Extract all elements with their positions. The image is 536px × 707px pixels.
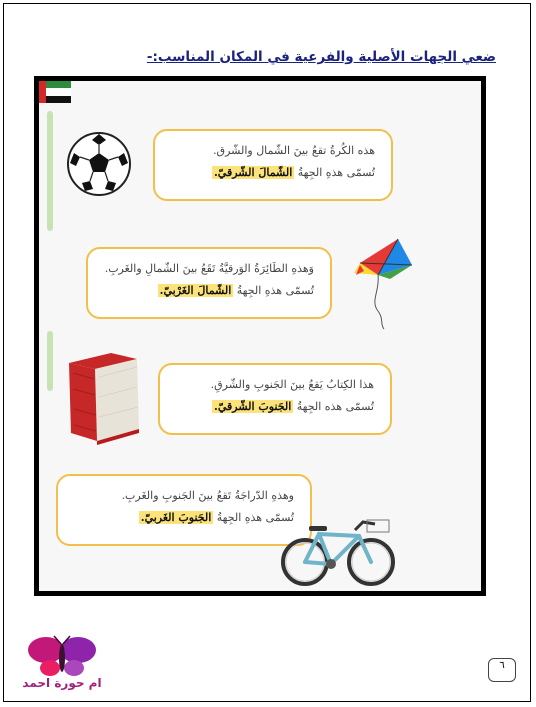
uae-flag-icon <box>39 81 71 103</box>
decorative-strip <box>47 111 53 231</box>
card-answer-line <box>98 280 314 302</box>
butterfly-logo-icon <box>14 634 110 678</box>
direction-card-1 <box>153 129 393 201</box>
card-sentence: وَهذهِ الطَائِرَةُ الوَرقيَّةُ تَقَعُ بينَ الشّمالِ والغَربِ. <box>104 262 314 275</box>
card-sentence: وهذهِ الدّراجَةُ تَقعُ بينَ الجَنوبِ والغَربِ. <box>121 489 294 502</box>
page-title: ضعي الجهات الأصلية والفرعية في المكان المناسب:- <box>146 49 496 65</box>
decorative-strip <box>47 331 53 391</box>
worksheet-panel <box>39 81 481 591</box>
page-number: ٦ <box>488 658 516 682</box>
card-answer: الجَنوبَ الغَربيّ. <box>140 511 212 524</box>
logo-text: ام حورة احمد <box>22 676 102 690</box>
card-answer-line <box>170 396 374 418</box>
book-icon <box>59 349 155 447</box>
card-prefix: تُسمّى هذهِ الجِهةُ <box>236 284 314 297</box>
card-answer-line <box>165 162 375 184</box>
card-prefix: تُسمّى هذه الجِهةُ <box>296 400 374 413</box>
direction-card-4 <box>56 474 312 546</box>
kite-icon <box>350 231 420 331</box>
card-answer-line <box>68 507 294 529</box>
card-sentence: هذا الكِتابُ يَقعُ بينَ الجَنوبِ والشّرقِ. <box>210 378 374 391</box>
card-prefix: تُسمّى هذهِ الجِهةُ <box>297 166 375 179</box>
soccer-ball-icon <box>66 131 132 197</box>
card-sentence: هذه الكُرةُ تقعُ بينَ الشّمال والشّرق. <box>213 144 375 157</box>
card-answer: الشّمالَ الشّرقيّ. <box>213 166 293 179</box>
card-answer: الشّمالَ الغَرْبيّ. <box>159 284 232 297</box>
card-prefix: تُسمّى هذهِ الجِهةُ <box>216 511 294 524</box>
bicycle-icon <box>279 518 399 588</box>
direction-card-3 <box>158 363 392 435</box>
card-answer: الجَنوبَ الشّرقيّ. <box>214 400 292 413</box>
worksheet-frame <box>34 76 486 596</box>
direction-card-2 <box>86 247 332 319</box>
